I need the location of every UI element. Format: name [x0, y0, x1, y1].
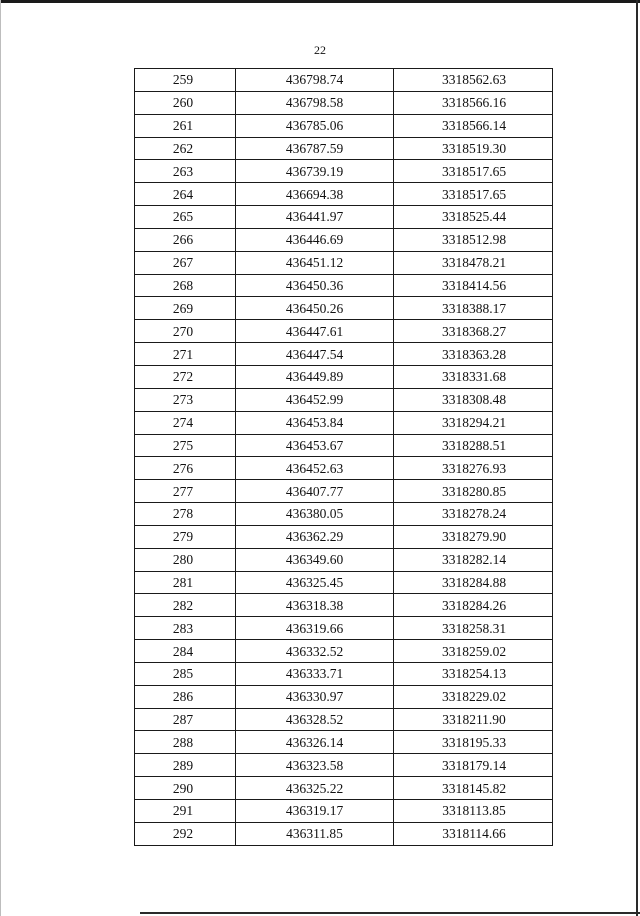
x-coordinate-cell: 436441.97 [236, 206, 394, 229]
y-coordinate-cell: 3318145.82 [394, 777, 553, 800]
scan-edge-bottom [140, 912, 640, 914]
y-coordinate-cell: 3318478.21 [394, 251, 553, 274]
y-coordinate-cell: 3318284.26 [394, 594, 553, 617]
table-row [135, 114, 553, 137]
point-number-cell: 271 [135, 343, 236, 366]
y-coordinate-cell: 3318562.63 [394, 69, 553, 92]
x-coordinate-cell: 436453.67 [236, 434, 394, 457]
table-row [135, 594, 553, 617]
y-coordinate-cell: 3318279.90 [394, 525, 553, 548]
point-number-cell: 280 [135, 548, 236, 571]
y-coordinate-cell: 3318566.16 [394, 91, 553, 114]
x-coordinate-cell: 436452.63 [236, 457, 394, 480]
x-coordinate-cell: 436452.99 [236, 388, 394, 411]
y-coordinate-cell: 3318282.14 [394, 548, 553, 571]
y-coordinate-cell: 3318259.02 [394, 640, 553, 663]
x-coordinate-cell: 436332.52 [236, 640, 394, 663]
point-number-cell: 266 [135, 228, 236, 251]
y-coordinate-cell: 3318308.48 [394, 388, 553, 411]
table-row [135, 388, 553, 411]
y-coordinate-cell: 3318113.85 [394, 800, 553, 823]
point-number-cell: 275 [135, 434, 236, 457]
coordinate-table [134, 68, 553, 846]
x-coordinate-cell: 436330.97 [236, 685, 394, 708]
y-coordinate-cell: 3318363.28 [394, 343, 553, 366]
table-row [135, 365, 553, 388]
point-number-cell: 278 [135, 503, 236, 526]
x-coordinate-cell: 436311.85 [236, 822, 394, 845]
y-coordinate-cell: 3318114.66 [394, 822, 553, 845]
point-number-cell: 292 [135, 822, 236, 845]
y-coordinate-cell: 3318525.44 [394, 206, 553, 229]
x-coordinate-cell: 436319.17 [236, 800, 394, 823]
table-row [135, 754, 553, 777]
x-coordinate-cell: 436319.66 [236, 617, 394, 640]
y-coordinate-cell: 3318331.68 [394, 365, 553, 388]
table-row [135, 662, 553, 685]
y-coordinate-cell: 3318368.27 [394, 320, 553, 343]
x-coordinate-cell: 436323.58 [236, 754, 394, 777]
point-number-cell: 284 [135, 640, 236, 663]
x-coordinate-cell: 436325.45 [236, 571, 394, 594]
x-coordinate-cell: 436449.89 [236, 365, 394, 388]
point-number-cell: 285 [135, 662, 236, 685]
scan-edge-right [636, 0, 638, 916]
x-coordinate-cell: 436450.26 [236, 297, 394, 320]
point-number-cell: 279 [135, 525, 236, 548]
table-row [135, 617, 553, 640]
table-row [135, 206, 553, 229]
x-coordinate-cell: 436380.05 [236, 503, 394, 526]
point-number-cell: 259 [135, 69, 236, 92]
point-number-cell: 272 [135, 365, 236, 388]
y-coordinate-cell: 3318276.93 [394, 457, 553, 480]
point-number-cell: 289 [135, 754, 236, 777]
y-coordinate-cell: 3318414.56 [394, 274, 553, 297]
y-coordinate-cell: 3318388.17 [394, 297, 553, 320]
x-coordinate-cell: 436318.38 [236, 594, 394, 617]
point-number-cell: 267 [135, 251, 236, 274]
point-number-cell: 269 [135, 297, 236, 320]
table-row [135, 228, 553, 251]
table-row [135, 731, 553, 754]
x-coordinate-cell: 436407.77 [236, 480, 394, 503]
y-coordinate-cell: 3318517.65 [394, 183, 553, 206]
x-coordinate-cell: 436787.59 [236, 137, 394, 160]
x-coordinate-cell: 436325.22 [236, 777, 394, 800]
page-number: 22 [314, 43, 326, 57]
x-coordinate-cell: 436349.60 [236, 548, 394, 571]
x-coordinate-cell: 436326.14 [236, 731, 394, 754]
point-number-cell: 283 [135, 617, 236, 640]
scan-edge-top [0, 0, 640, 3]
table-row [135, 137, 553, 160]
y-coordinate-cell: 3318294.21 [394, 411, 553, 434]
y-coordinate-cell: 3318211.90 [394, 708, 553, 731]
point-number-cell: 262 [135, 137, 236, 160]
point-number-cell: 287 [135, 708, 236, 731]
point-number-cell: 286 [135, 685, 236, 708]
y-coordinate-cell: 3318519.30 [394, 137, 553, 160]
x-coordinate-cell: 436333.71 [236, 662, 394, 685]
x-coordinate-cell: 436362.29 [236, 525, 394, 548]
point-number-cell: 274 [135, 411, 236, 434]
table-row [135, 251, 553, 274]
point-number-cell: 290 [135, 777, 236, 800]
y-coordinate-cell: 3318288.51 [394, 434, 553, 457]
x-coordinate-cell: 436694.38 [236, 183, 394, 206]
point-number-cell: 265 [135, 206, 236, 229]
y-coordinate-cell: 3318280.85 [394, 480, 553, 503]
x-coordinate-cell: 436798.58 [236, 91, 394, 114]
x-coordinate-cell: 436450.36 [236, 274, 394, 297]
point-number-cell: 281 [135, 571, 236, 594]
point-number-cell: 263 [135, 160, 236, 183]
y-coordinate-cell: 3318278.24 [394, 503, 553, 526]
x-coordinate-cell: 436785.06 [236, 114, 394, 137]
point-number-cell: 276 [135, 457, 236, 480]
point-number-cell: 288 [135, 731, 236, 754]
table-row [135, 685, 553, 708]
y-coordinate-cell: 3318512.98 [394, 228, 553, 251]
y-coordinate-cell: 3318517.65 [394, 160, 553, 183]
table-row [135, 777, 553, 800]
table-row [135, 708, 553, 731]
x-coordinate-cell: 436453.84 [236, 411, 394, 434]
y-coordinate-cell: 3318254.13 [394, 662, 553, 685]
x-coordinate-cell: 436447.54 [236, 343, 394, 366]
point-number-cell: 261 [135, 114, 236, 137]
table-row [135, 822, 553, 845]
y-coordinate-cell: 3318566.14 [394, 114, 553, 137]
y-coordinate-cell: 3318179.14 [394, 754, 553, 777]
y-coordinate-cell: 3318258.31 [394, 617, 553, 640]
table-row [135, 480, 553, 503]
table-row [135, 411, 553, 434]
table-row [135, 91, 553, 114]
table-row [135, 571, 553, 594]
point-number-cell: 277 [135, 480, 236, 503]
x-coordinate-cell: 436798.74 [236, 69, 394, 92]
point-number-cell: 268 [135, 274, 236, 297]
x-coordinate-cell: 436328.52 [236, 708, 394, 731]
y-coordinate-cell: 3318195.33 [394, 731, 553, 754]
table-row [135, 503, 553, 526]
y-coordinate-cell: 3318229.02 [394, 685, 553, 708]
point-number-cell: 264 [135, 183, 236, 206]
table-row [135, 69, 553, 92]
table-row [135, 183, 553, 206]
point-number-cell: 270 [135, 320, 236, 343]
table-row [135, 297, 553, 320]
table-row [135, 457, 553, 480]
point-number-cell: 291 [135, 800, 236, 823]
point-number-cell: 273 [135, 388, 236, 411]
table-row [135, 800, 553, 823]
x-coordinate-cell: 436446.69 [236, 228, 394, 251]
table-row [135, 548, 553, 571]
x-coordinate-cell: 436739.19 [236, 160, 394, 183]
table-row [135, 640, 553, 663]
table-row [135, 274, 553, 297]
x-coordinate-cell: 436447.61 [236, 320, 394, 343]
table-row [135, 320, 553, 343]
table-row [135, 160, 553, 183]
point-number-cell: 260 [135, 91, 236, 114]
table-row [135, 525, 553, 548]
table-row [135, 343, 553, 366]
coordinate-table-body [135, 69, 553, 846]
table-row [135, 434, 553, 457]
scan-edge-left [0, 0, 1, 916]
y-coordinate-cell: 3318284.88 [394, 571, 553, 594]
point-number-cell: 282 [135, 594, 236, 617]
x-coordinate-cell: 436451.12 [236, 251, 394, 274]
